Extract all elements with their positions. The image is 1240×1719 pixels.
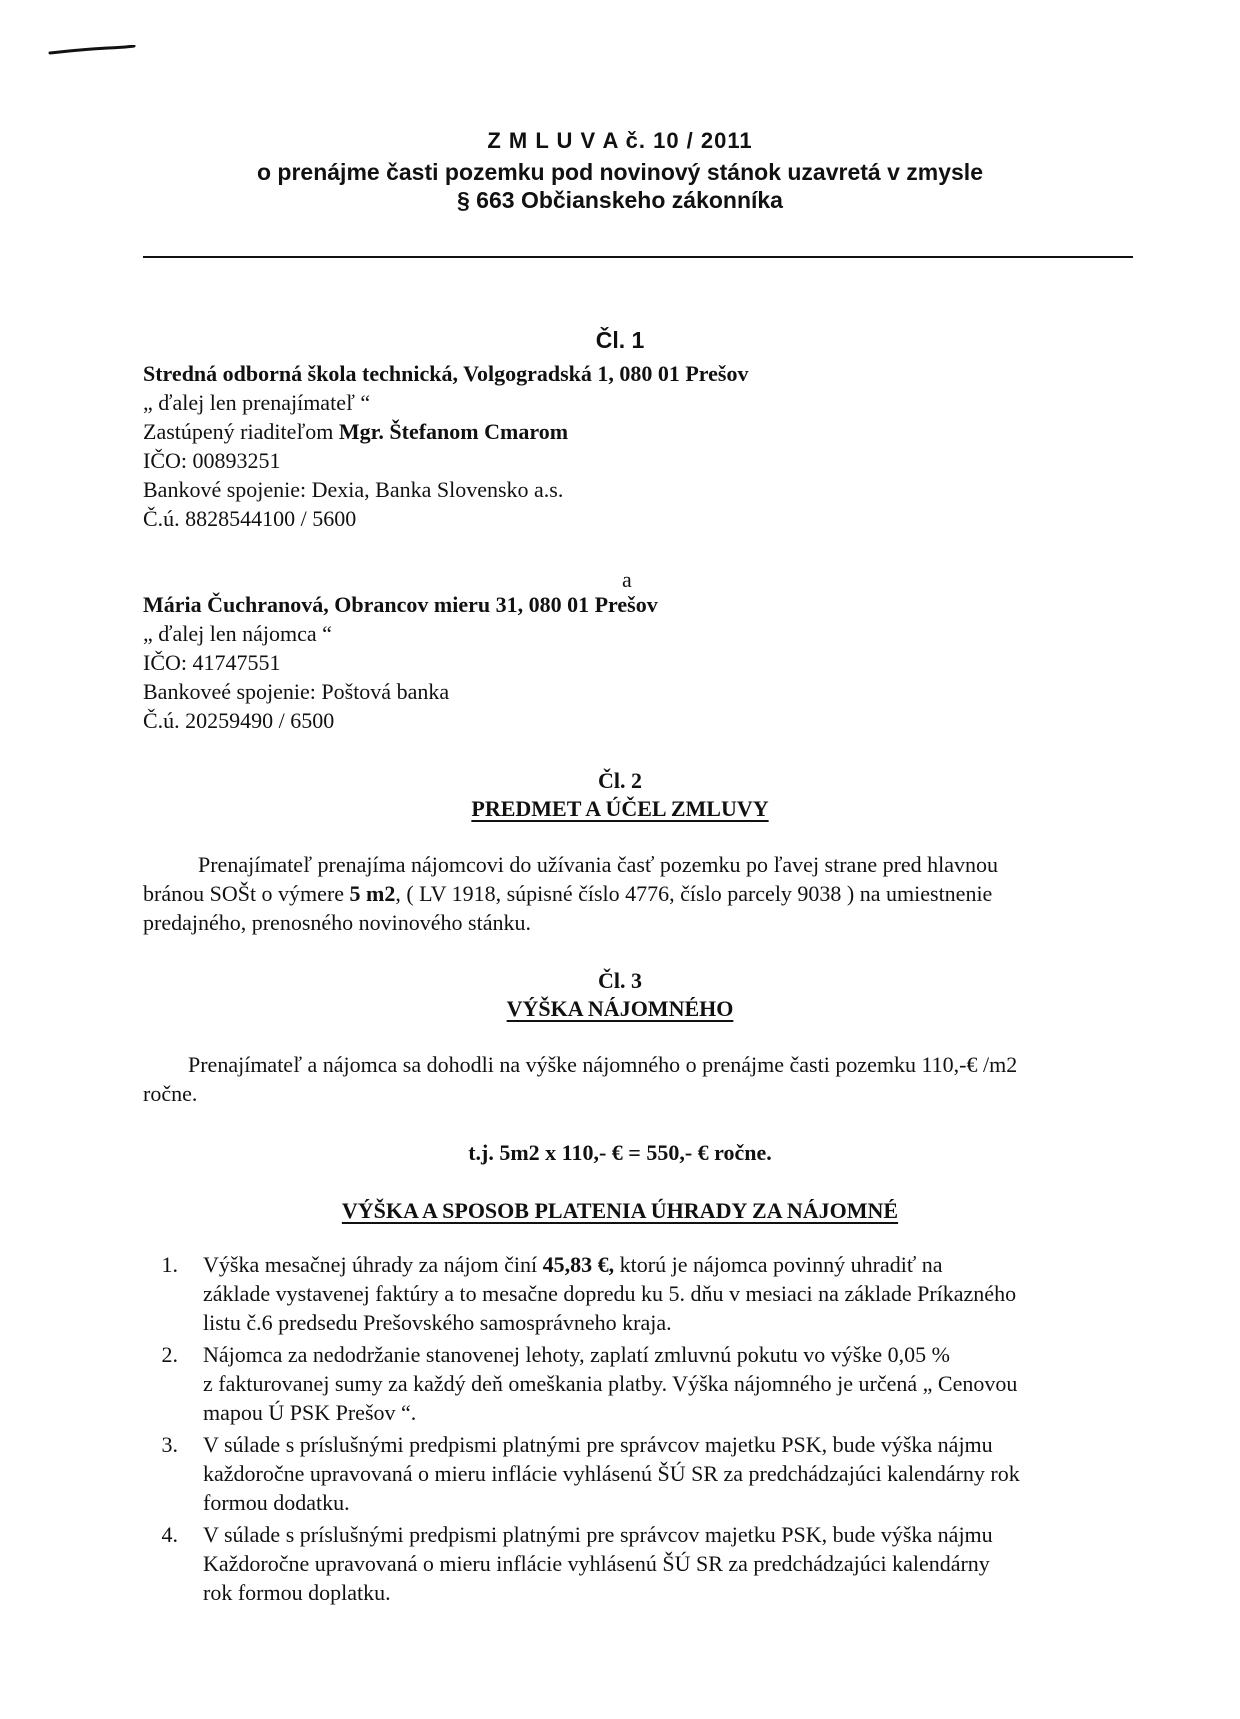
- monthly-amount: 45,83 €,: [542, 1252, 615, 1277]
- payment-item-2-line3: mapou Ú PSK Prešov “.: [203, 1400, 417, 1425]
- article2-heading: Čl. 2: [598, 768, 642, 793]
- article2-text-line1: Prenajímateľ prenajíma nájomcovi do užívania časť pozemku po ľavej strane pred hlavnou: [198, 852, 999, 877]
- lessor-represented-prefix: Zastúpený riaditeľom: [143, 419, 339, 444]
- payment-item-3-line2: každoročne upravovaná o mieru inflácie vyhlásenú ŠÚ SR za predchádzajúci kalendárny rok: [203, 1461, 1020, 1486]
- lessee-name-line: Mária Čuchranová, Obrancov mieru 31, 080 01 Prešov: [143, 592, 658, 617]
- pen-stroke-mark: [48, 45, 136, 55]
- lessor-alias: „ ďalej len prenajímateľ “: [143, 390, 371, 415]
- payment-item-1-line2: základe vystavenej faktúry a to mesačne dopredu ku 5. dňu v mesiaci na základe Príkazného: [203, 1281, 1017, 1306]
- rent-calculation: t.j. 5m2 x 110,- € = 550,- € ročne.: [468, 1140, 772, 1165]
- lessor-name-line: Stredná odborná škola technická, Volgogradská 1, 080 01 Prešov: [143, 361, 749, 386]
- payment-item-1-line1: [203, 1250, 943, 1279]
- payment-item-3-line1: V súlade s príslušnými predpismi platnými pre správcov majetku PSK, bude výška nájmu: [203, 1432, 993, 1457]
- payment-title: VÝŠKA A SPOSOB PLATENIA ÚHRADY ZA NÁJOMNÉ: [341, 1198, 899, 1223]
- article2-line2-c: , ( LV 1918, súpisné číslo 4776, číslo parcely 9038 ) na umiestnenie: [395, 881, 993, 906]
- payment-item-2-line1: Nájomca za nedodržanie stanovenej lehoty, zaplatí zmluvnú pokutu vo výške 0,05 %: [203, 1342, 950, 1367]
- contract-title: Z M L U V A č. 10 / 2011: [487, 128, 753, 153]
- article1-heading: Čl. 1: [595, 327, 645, 353]
- lessee-account: Č.ú. 20259490 / 6500: [143, 708, 335, 733]
- payment-item-2-number: 2.: [161, 1342, 178, 1367]
- lessor-bank: Bankové spojenie: Dexia, Banka Slovensko a.s.: [143, 477, 564, 502]
- article3-text-line2: ročne.: [143, 1081, 198, 1106]
- contract-subtitle-line1: o prenájme časti pozemku pod novinový stánok uzavretá v zmysle: [256, 159, 983, 185]
- payment-item-4-number: 4.: [161, 1522, 178, 1547]
- article3-title: VÝŠKA NÁJOMNÉHO: [506, 996, 734, 1021]
- contract-subtitle-line2: § 663 Občianskeho zákonníka: [457, 187, 783, 213]
- lessor-represented: [143, 417, 568, 446]
- payment-item-1-line3: listu č.6 predsedu Prešovského samosprávneho kraja.: [203, 1310, 672, 1335]
- header-divider: [143, 256, 1133, 258]
- payment-item-1-line1-a: Výška mesačnej úhrady za nájom činí: [203, 1252, 543, 1277]
- payment-item-4-line3: rok formou doplatku.: [203, 1580, 391, 1605]
- lessee-ico: IČO: 41747551: [143, 650, 281, 675]
- article2-text-line3: predajného, prenosného novinového stánku.: [143, 910, 531, 935]
- payment-item-3-line3: formou dodatku.: [203, 1490, 350, 1515]
- payment-item-2-line2: z fakturovanej sumy za každý deň omeškania platby. Výška nájomného je určená „ Cenovou: [203, 1371, 1018, 1396]
- lessor-ico: IČO: 00893251: [143, 448, 281, 473]
- payment-item-1-line1-c: ktorú je nájomca povinný uhradiť na: [614, 1252, 943, 1277]
- article2-text-line2: [143, 879, 992, 908]
- article3-text-line1: Prenajímateľ a nájomca sa dohodli na výške nájomného o prenájme časti pozemku 110,-€ /m2: [188, 1052, 1018, 1077]
- payment-item-1-number: 1.: [161, 1252, 178, 1277]
- article2-area: 5 m2: [349, 881, 396, 906]
- lessor-represented-name: Mgr. Štefanom Cmarom: [338, 419, 569, 444]
- lessee-bank: Bankoveé spojenie: Poštová banka: [143, 679, 450, 704]
- payment-item-3-number: 3.: [161, 1432, 178, 1457]
- article3-heading: Čl. 3: [598, 968, 642, 993]
- lessor-account: Č.ú. 8828544100 / 5600: [143, 506, 357, 531]
- parties-and: a: [622, 567, 632, 592]
- article2-title: PREDMET A ÚČEL ZMLUVY: [471, 796, 769, 821]
- payment-item-4-line1: V súlade s príslušnými predpismi platnými pre správcov majetku PSK, bude výška nájmu: [203, 1522, 993, 1547]
- lessee-alias: „ ďalej len nájomca “: [143, 621, 332, 646]
- article2-line2-a: bránou SOŠt o výmere: [143, 881, 350, 906]
- payment-item-4-line2: Každoročne upravovaná o mieru inflácie vyhlásenú ŠÚ SR za predchádzajúci kalendárny: [203, 1551, 990, 1576]
